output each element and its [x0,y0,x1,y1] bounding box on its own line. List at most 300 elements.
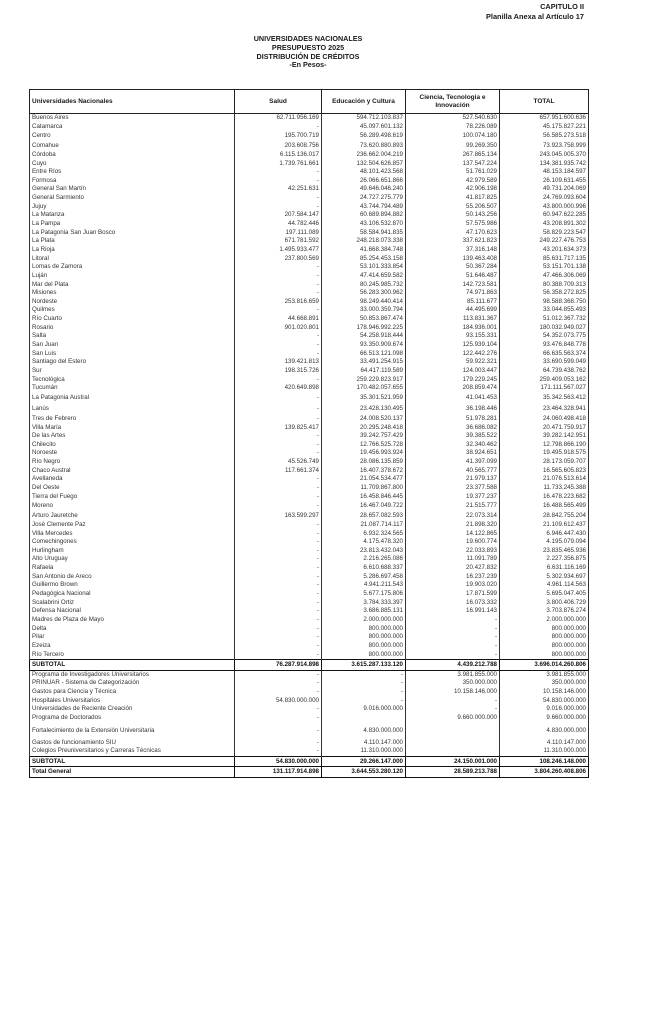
table-row [30,211,589,220]
total-value: 4.110.147.000 [500,739,589,748]
total-value: 4.961.114.563 [500,581,589,590]
university-name: La Patagonia San Juan Bosco [30,229,235,238]
total-value: 23.835.465.936 [500,547,589,556]
total-value: 800.000.000 [500,651,589,660]
university-name: Tucumán [30,384,235,393]
ciencia-value: 10.158.146.000 [406,688,500,697]
educacion-value: 21.054.534.477 [322,475,406,484]
educacion-value: 6.610.688.337 [322,564,406,573]
educacion-value: 80.245.985.732 [322,281,406,290]
university-name: Nordeste [30,298,235,307]
salud-value: - [235,714,322,723]
ciencia-value: 22.033.893 [406,547,500,556]
table-row [30,475,589,484]
educacion-value: 9.016.000.000 [322,705,406,714]
total-value: 134.381.935.742 [500,160,589,169]
ciencia-value: 32.340.462 [406,441,500,450]
total-value: 45.175.827.221 [500,123,589,132]
table-row [30,467,589,476]
educacion-value: 50.853.867.474 [322,315,406,324]
total-value: 24.060.498.418 [500,415,589,424]
educacion-value: 4.175.478.320 [322,538,406,547]
salud-value: - [235,607,322,616]
total-general-salud: 131.117.914.898 [235,767,322,778]
annex-label: Planilla Anexa al Artículo 17 [485,11,584,21]
total-value: 39.282.142.951 [500,432,589,441]
university-name: Villa Mercedes [30,530,235,539]
university-name: Arturo Jauretche [30,512,235,521]
salud-value: - [235,123,322,132]
university-name: PRINUAR - Sistema de Categorización [30,679,235,688]
ciencia-value: 57.575.986 [406,220,500,229]
educacion-value: 49.646.046.240 [322,185,406,194]
ciencia-value: 40.565.777 [406,467,500,476]
university-name: Gastos para Ciencia y Técnica [30,688,235,697]
table-row [30,367,589,376]
educacion-value: 16.467.049.722 [322,501,406,512]
salud-value: - [235,581,322,590]
ciencia-value: 59.922.321 [406,358,500,367]
table-row [30,616,589,625]
educacion-value: 24.727.275.779 [322,194,406,203]
university-name: De las Artes [30,432,235,441]
total-value: 6.946.447.430 [500,530,589,539]
total-general-label: Total General [30,767,235,778]
university-name: Tierra del Fuego [30,493,235,502]
educacion-value: 66.513.121.098 [322,350,406,359]
table-row [30,229,589,238]
ciencia-value: 36.198.446 [406,404,500,415]
chapter-label: CAPITULO II [540,2,584,11]
programs-body [30,670,589,756]
total-value: 3.703.876.274 [500,607,589,616]
salud-value: 45.526.749 [235,458,322,467]
educacion-value [322,714,406,723]
total-value: 73.923.758.999 [500,142,589,151]
subtotal-ciencia: 4.439.212.788 [406,660,500,671]
educacion-value: 93.350.909.674 [322,341,406,350]
educacion-value: 23.813.432.043 [322,547,406,556]
salud-value: - [235,376,322,385]
table-row [30,441,589,450]
university-name: Catamarca [30,123,235,132]
educacion-value: 800.000.000 [322,633,406,642]
ciencia-value: 122.442.276 [406,350,500,359]
table-row [30,255,589,264]
university-name: La Rioja [30,246,235,255]
university-name: Defensa Nacional [30,607,235,616]
educacion-value: 85.254.453.158 [322,255,406,264]
table-row [30,458,589,467]
educacion-value: 73.620.880.893 [322,142,406,151]
university-name: Tecnológica [30,376,235,385]
university-name: Pedagógica Nacional [30,590,235,599]
salud-value: 253.816.659 [235,298,322,307]
total-value: 21.109.612.437 [500,521,589,530]
salud-value: - [235,194,322,203]
table-row [30,341,589,350]
university-name: Chilecito [30,441,235,450]
table-row [30,564,589,573]
university-name: General Sarmiento [30,194,235,203]
educacion-value: 132.504.626.857 [322,160,406,169]
ciencia-value: 337.621.823 [406,237,500,246]
table-row [30,590,589,599]
salud-value: - [235,493,322,502]
university-name: Tres de Febrero [30,415,235,424]
ciencia-value: 37.316.148 [406,246,500,255]
ciencia-value: 184.936.001 [406,324,500,333]
salud-value: - [235,688,322,697]
subtotal-salud: 54.830.000.000 [235,756,322,767]
university-name: Madres de Plaza de Mayo [30,616,235,625]
table-row [30,747,589,756]
salud-value: - [235,432,322,441]
ciencia-value: 41.817.825 [406,194,500,203]
table-row [30,739,589,748]
ciencia-value: 42.979.589 [406,177,500,186]
ciencia-value: 179.229.245 [406,376,500,385]
table-row [30,306,589,315]
salud-value: 139.421.813 [235,358,322,367]
subtotal-label: SUBTOTAL [30,756,235,767]
university-name: Programa de Doctorados [30,714,235,723]
total-value: 800.000.000 [500,642,589,651]
university-name: Programa de Investigadores Universitarios [30,670,235,679]
table-row [30,393,589,404]
table-row [30,123,589,132]
salud-value: - [235,306,322,315]
total-value: 58.829.223.547 [500,229,589,238]
table-row [30,573,589,582]
university-name: La Matanza [30,211,235,220]
budget-table [29,89,589,778]
subtotal-row-programs [30,756,589,767]
ciencia-value: 51.646.487 [406,272,500,281]
salud-value: 901.020.801 [235,324,322,333]
university-name: Rafaela [30,564,235,573]
educacion-value: 178.946.992.225 [322,324,406,333]
university-name: Cuyo [30,160,235,169]
table-row [30,679,589,688]
table-row [30,688,589,697]
subtotal-salud: 76.287.914.898 [235,660,322,671]
salud-value: 207.584.147 [235,211,322,220]
salud-value: 117.661.374 [235,467,322,476]
ciencia-value: 50.367.284 [406,263,500,272]
salud-value: 44.782.446 [235,220,322,229]
ciencia-value: 350.000.000 [406,679,500,688]
ciencia-value [406,723,500,739]
table-row [30,324,589,333]
total-value: 56.585.273.518 [500,131,589,142]
table-row [30,723,589,739]
total-value: 49.731.204.069 [500,185,589,194]
salud-value: 237.800.569 [235,255,322,264]
title-line-2: PRESUPUESTO 2025 [271,42,345,52]
chapter-header [486,2,584,21]
educacion-value: 170.482.057.655 [322,384,406,393]
total-value: 11.733.245.388 [500,484,589,493]
total-value: 43.208.891.302 [500,220,589,229]
university-name: Formosa [30,177,235,186]
ciencia-value: 99.269.350 [406,142,500,151]
ciencia-value: 51.978.281 [406,415,500,424]
ciencia-value: 74.971.863 [406,289,500,298]
column-header-educacion: Educación y Cultura [322,90,406,114]
total-value: 56.358.272.825 [500,289,589,298]
salud-value: - [235,521,322,530]
table-row [30,633,589,642]
salud-value: - [235,449,322,458]
subtotal-universities-body [30,660,589,671]
ciencia-value: 527.540.630 [406,114,500,123]
table-row [30,547,589,556]
university-name: Río Tercero [30,651,235,660]
table-row [30,358,589,367]
salud-value: - [235,547,322,556]
ciencia-value: - [406,697,500,706]
ciencia-value: 21.898.320 [406,521,500,530]
total-value: 249.227.476.753 [500,237,589,246]
ciencia-value: 44.495.699 [406,306,500,315]
ciencia-value: 47.170.623 [406,229,500,238]
total-general-total: 3.804.260.408.806 [500,767,589,778]
university-name: Jujuy [30,203,235,212]
salud-value: - [235,538,322,547]
ciencia-value: 19.377.237 [406,493,500,502]
educacion-value: 33.491.254.915 [322,358,406,367]
total-value: 9.660.000.000 [500,714,589,723]
salud-value: - [235,670,322,679]
table-row [30,581,589,590]
educacion-value: 28.086.135.859 [322,458,406,467]
university-name: Comechingones [30,538,235,547]
table-row [30,501,589,512]
educacion-value: 23.428.130.495 [322,404,406,415]
salud-value: - [235,168,322,177]
subtotal-label: SUBTOTAL [30,660,235,671]
university-name: Hurlingham [30,547,235,556]
salud-value: 54.830.000.000 [235,697,322,706]
table-row [30,555,589,564]
table-row [30,705,589,714]
university-name: Alto Uruguay [30,555,235,564]
ciencia-value: 19.903.020 [406,581,500,590]
salud-value: 1.739.761.661 [235,160,322,169]
educacion-value: 98.249.440.414 [322,298,406,307]
total-value: 800.000.000 [500,625,589,634]
table-row [30,512,589,521]
table-row [30,160,589,169]
ciencia-value: - [406,651,500,660]
university-name: Río Cuarto [30,315,235,324]
salud-value: 197.111.089 [235,229,322,238]
educacion-value: 800.000.000 [322,625,406,634]
subtotal-row-universities [30,660,589,671]
table-row [30,642,589,651]
educacion-value: 54.258.918.444 [322,332,406,341]
university-name: Del Oeste [30,484,235,493]
educacion-value: 3.784.333.397 [322,599,406,608]
salud-value: - [235,272,322,281]
educacion-value: - [322,670,406,679]
total-value: 20.471.759.917 [500,424,589,433]
salud-value: - [235,484,322,493]
university-name: San Juan [30,341,235,350]
table-row [30,432,589,441]
table-row [30,315,589,324]
university-name: La Plata [30,237,235,246]
university-name: Misiones [30,289,235,298]
table-row [30,384,589,393]
ciencia-value: 124.003.447 [406,367,500,376]
salud-value: - [235,177,322,186]
table-row [30,697,589,706]
ciencia-value: 20.427.832 [406,564,500,573]
educacion-value: 33.000.359.794 [322,306,406,315]
ciencia-value: 41.397.099 [406,458,500,467]
total-value: 33.690.599.049 [500,358,589,367]
university-name: Rosario [30,324,235,333]
salud-value: 139.825.417 [235,424,322,433]
ciencia-value: 16.237.239 [406,573,500,582]
educacion-value: 20.295.248.418 [322,424,406,433]
total-value: 4.195.079.094 [500,538,589,547]
ciencia-value: 38.924.651 [406,449,500,458]
total-value: 80.388.709.313 [500,281,589,290]
educacion-value: 35.301.521.959 [322,393,406,404]
educacion-value: 800.000.000 [322,642,406,651]
educacion-value: 2.000.000.000 [322,616,406,625]
educacion-value: 56.283.300.962 [322,289,406,298]
table-row [30,521,589,530]
table-row [30,350,589,359]
ciencia-value: 3.981.855.000 [406,670,500,679]
table-row [30,625,589,634]
ciencia-value: 39.385.522 [406,432,500,441]
total-value: 66.635.563.374 [500,350,589,359]
educacion-value: 39.242.757.429 [322,432,406,441]
ciencia-value: 16.073.332 [406,599,500,608]
educacion-value: 6.932.324.565 [322,530,406,539]
ciencia-value [406,747,500,756]
table-row [30,404,589,415]
salud-value: 195.700.719 [235,131,322,142]
educacion-value: 41.668.384.748 [322,246,406,255]
educacion-value: 3.686.885.131 [322,607,406,616]
total-value: 35.342.563.412 [500,393,589,404]
salud-value: 420.649.898 [235,384,322,393]
document-title [230,35,386,70]
educacion-value: 259.229.823.917 [322,376,406,385]
subtotal-educacion: 29.266.147.000 [322,756,406,767]
educacion-value: - [322,679,406,688]
ciencia-value: 21.979.137 [406,475,500,484]
table-row [30,142,589,151]
educacion-value: 48.101.423.568 [322,168,406,177]
educacion-value: 43.106.532.870 [322,220,406,229]
total-value: 33.044.855.493 [500,306,589,315]
table-row [30,415,589,424]
total-value: 5.302.934.697 [500,573,589,582]
total-value: 5.695.047.405 [500,590,589,599]
educacion-value: 4.110.147.000 [322,739,406,748]
total-value: 10.158.146.000 [500,688,589,697]
salud-value: - [235,599,322,608]
educacion-value: 4.941.211.543 [322,581,406,590]
salud-value: - [235,501,322,512]
university-name: Lomas de Zamora [30,263,235,272]
educacion-value: 56.289.498.619 [322,131,406,142]
salud-value: 203.608.756 [235,142,322,151]
salud-value: 62.711.956.169 [235,114,322,123]
total-value: 2.000.000.000 [500,616,589,625]
ciencia-value: 36.686.082 [406,424,500,433]
educacion-value: - [322,697,406,706]
total-value: 98.588.368.750 [500,298,589,307]
salud-value: - [235,441,322,450]
table-row [30,194,589,203]
salud-value: - [235,723,322,739]
table-row [30,376,589,385]
total-value: 180.032.949.027 [500,324,589,333]
educacion-value: - [322,688,406,697]
educacion-value: 248.218.073.338 [322,237,406,246]
table-row [30,203,589,212]
ciencia-value: 23.377.588 [406,484,500,493]
salud-value: - [235,332,322,341]
educacion-value: 12.766.525.728 [322,441,406,450]
salud-value: - [235,564,322,573]
table-row [30,449,589,458]
subtotal-educacion: 3.615.287.133.120 [322,660,406,671]
ciencia-value: 14.122.865 [406,530,500,539]
ciencia-value: 50.143.256 [406,211,500,220]
ciencia-value: 19.600.774 [406,538,500,547]
university-name: Scalabrini Ortiz [30,599,235,608]
ciencia-value: 142.723.581 [406,281,500,290]
salud-value: - [235,573,322,582]
table-row [30,272,589,281]
table-row [30,651,589,660]
ciencia-value: - [406,642,500,651]
ciencia-value: 55.206.507 [406,203,500,212]
total-value: 60.947.622.285 [500,211,589,220]
educacion-value: 64.417.119.589 [322,367,406,376]
university-name: La Pampa [30,220,235,229]
title-line-1: UNIVERSIDADES NACIONALES [253,34,363,43]
ciencia-value: - [406,705,500,714]
salud-value: 1.495.933.477 [235,246,322,255]
educacion-value: 2.216.265.086 [322,555,406,564]
university-name: Fortalecimiento de la Extensión Universitaria [30,723,235,739]
total-value: 28.842.755.204 [500,512,589,521]
table-row [30,220,589,229]
total-value: 2.227.356.875 [500,555,589,564]
educacion-value: 26.066.651.866 [322,177,406,186]
university-name: Quilmes [30,306,235,315]
table-row [30,168,589,177]
university-name: Buenos Aires [30,114,235,123]
table-row [30,177,589,186]
salud-value: - [235,263,322,272]
salud-value: - [235,616,322,625]
ciencia-value: 100.074.180 [406,131,500,142]
educacion-value: 58.584.941.835 [322,229,406,238]
university-name: Colegios Preuniversitarios y Carreras Técnicas [30,747,235,756]
salud-value: - [235,705,322,714]
